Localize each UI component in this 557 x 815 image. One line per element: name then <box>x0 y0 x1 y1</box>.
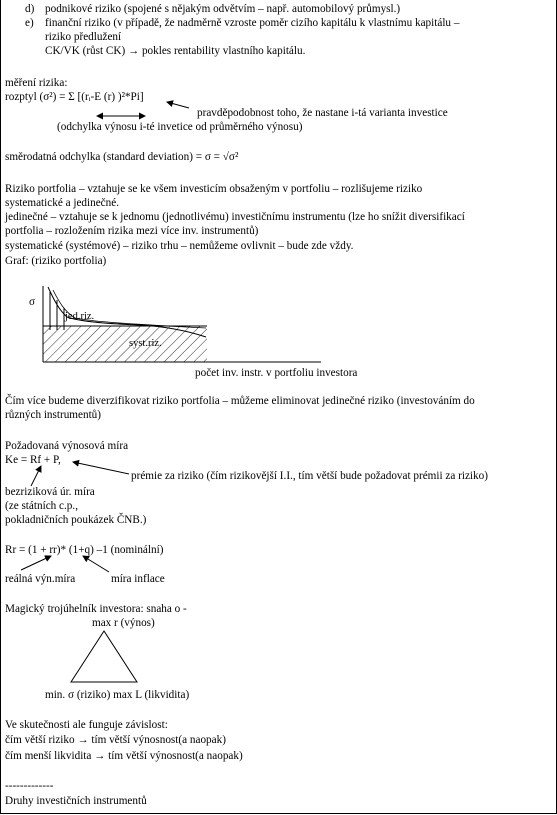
triangle-top-label: max r (výnos) <box>92 617 155 629</box>
text-portfolio-1: Riziko portfolia – vztahuje se ke všem investicím obsaženým v portfoliu – rozlišujeme riziko <box>5 183 423 195</box>
bezrizikova-arrow <box>31 466 41 486</box>
text-cim-2: různých instrumentů) <box>5 409 102 421</box>
text-magicky: Magický trojúhelník investora: snaha o - <box>5 603 187 615</box>
chart-xlabel: počet inv. instr. v portfoliu investora <box>195 367 358 379</box>
text-graf: Graf: (riziko portfolia) <box>5 255 107 267</box>
list-item-e-line2: riziko předlužení <box>45 31 122 43</box>
separator-dashes: ------------- <box>5 780 54 792</box>
list-item-d: podnikové riziko (spojené s nějakým odvětvím – např. automobilový průmysl.) <box>45 3 401 15</box>
note-pravdepodobnost: pravděpodobnost toho, že nastane i-tá varianta investice <box>197 107 448 119</box>
note-bezrizikova: bezriziková úr. míra <box>5 486 95 498</box>
text-jedinecne-1: jedinečné – vztahuje se k jednomu (jednotlivému) investičnímu instrumentu (lze ho snížit diversifikací <box>5 211 465 223</box>
portfolio-risk-chart <box>43 286 321 362</box>
text-vetsi-riziko: čím větší riziko → tím větší výnosnost(a naopak) <box>5 734 226 746</box>
drawing-layer <box>1 0 557 814</box>
pi-arrow <box>167 102 189 108</box>
note-realna: reálná výn.míra <box>5 573 76 585</box>
realna-arrow <box>21 556 51 570</box>
list-item-e-line3: CK/VK (růst CK) → pokles rentability vlastního kapitálu. <box>45 45 306 57</box>
magic-triangle <box>71 631 137 682</box>
hatched-area <box>43 326 207 362</box>
note-odchylka: (odchylka výnosu i-té invetice od průměrného výnosu) <box>57 121 303 133</box>
text-pozadovana: Požadovaná výnosová míra <box>5 440 129 452</box>
formula-ke: Ke = Rf + P, <box>5 454 61 466</box>
premie-arrow <box>73 462 129 474</box>
list-item-e-line1: finanční riziko (v případě, že nadměrně vzroste poměr cizího kapitálu k vlastnímu kapitálu – <box>45 17 460 29</box>
list-label-e: e) <box>25 17 34 29</box>
text-systematicke: systematické (systémové) – riziko trhu – nemůžeme ovlivnit – bude zde vždy. <box>5 240 354 252</box>
inflace-arrow <box>83 556 109 572</box>
heading-druhy: Druhy investičních instrumentů <box>5 795 147 807</box>
note-premie: prémie za riziko (čím rizikovější I.I., tím větší bude požadovat prémii za riziko) <box>131 470 488 482</box>
text-jedinecne-2: portfolia – rozložením rizika mezi více inv. instrumentů) <box>5 225 259 237</box>
text-portfolio-2: systematické a jedinečné. <box>5 197 119 209</box>
note-zestatnich: (ze státních c.p., <box>5 500 78 512</box>
text-mensi-likvidita: čím menší likvidita → tím větší výnosnost(a naopak) <box>5 750 243 762</box>
chart-ylabel: σ <box>29 296 36 308</box>
formula-rozptyl: rozptyl (σ²) = Σ [(rᵢ-E (r) )²*Pi] <box>5 91 144 103</box>
formula-smerodatna: směrodatná odchylka (standard deviation) = σ = √σ² <box>5 151 239 163</box>
triangle-bottom-label: min. σ (riziko) max L (likvidita) <box>45 689 190 701</box>
text-cim-1: Čím více budeme diverzifikovat riziko portfolia – můžeme eliminovat jedinečné riziko (investováním do <box>5 395 475 407</box>
section-mereni: měření rizika: <box>5 77 68 89</box>
chart-annotation-jed-riz: jed.riz. <box>65 311 95 322</box>
text-skutecnosti: Ve skutečnosti ale funguje závislost: <box>5 719 168 731</box>
note-pokladnicnich: pokladničních poukázek ČNB.) <box>5 514 147 526</box>
total-risk-curve-2 <box>53 290 206 328</box>
note-mira-inflace: míra inflace <box>111 573 165 585</box>
formula-rr: Rr = (1 + rr)* (1+q) –1 (nominální) <box>5 544 164 556</box>
list-label-d: d) <box>25 3 35 15</box>
